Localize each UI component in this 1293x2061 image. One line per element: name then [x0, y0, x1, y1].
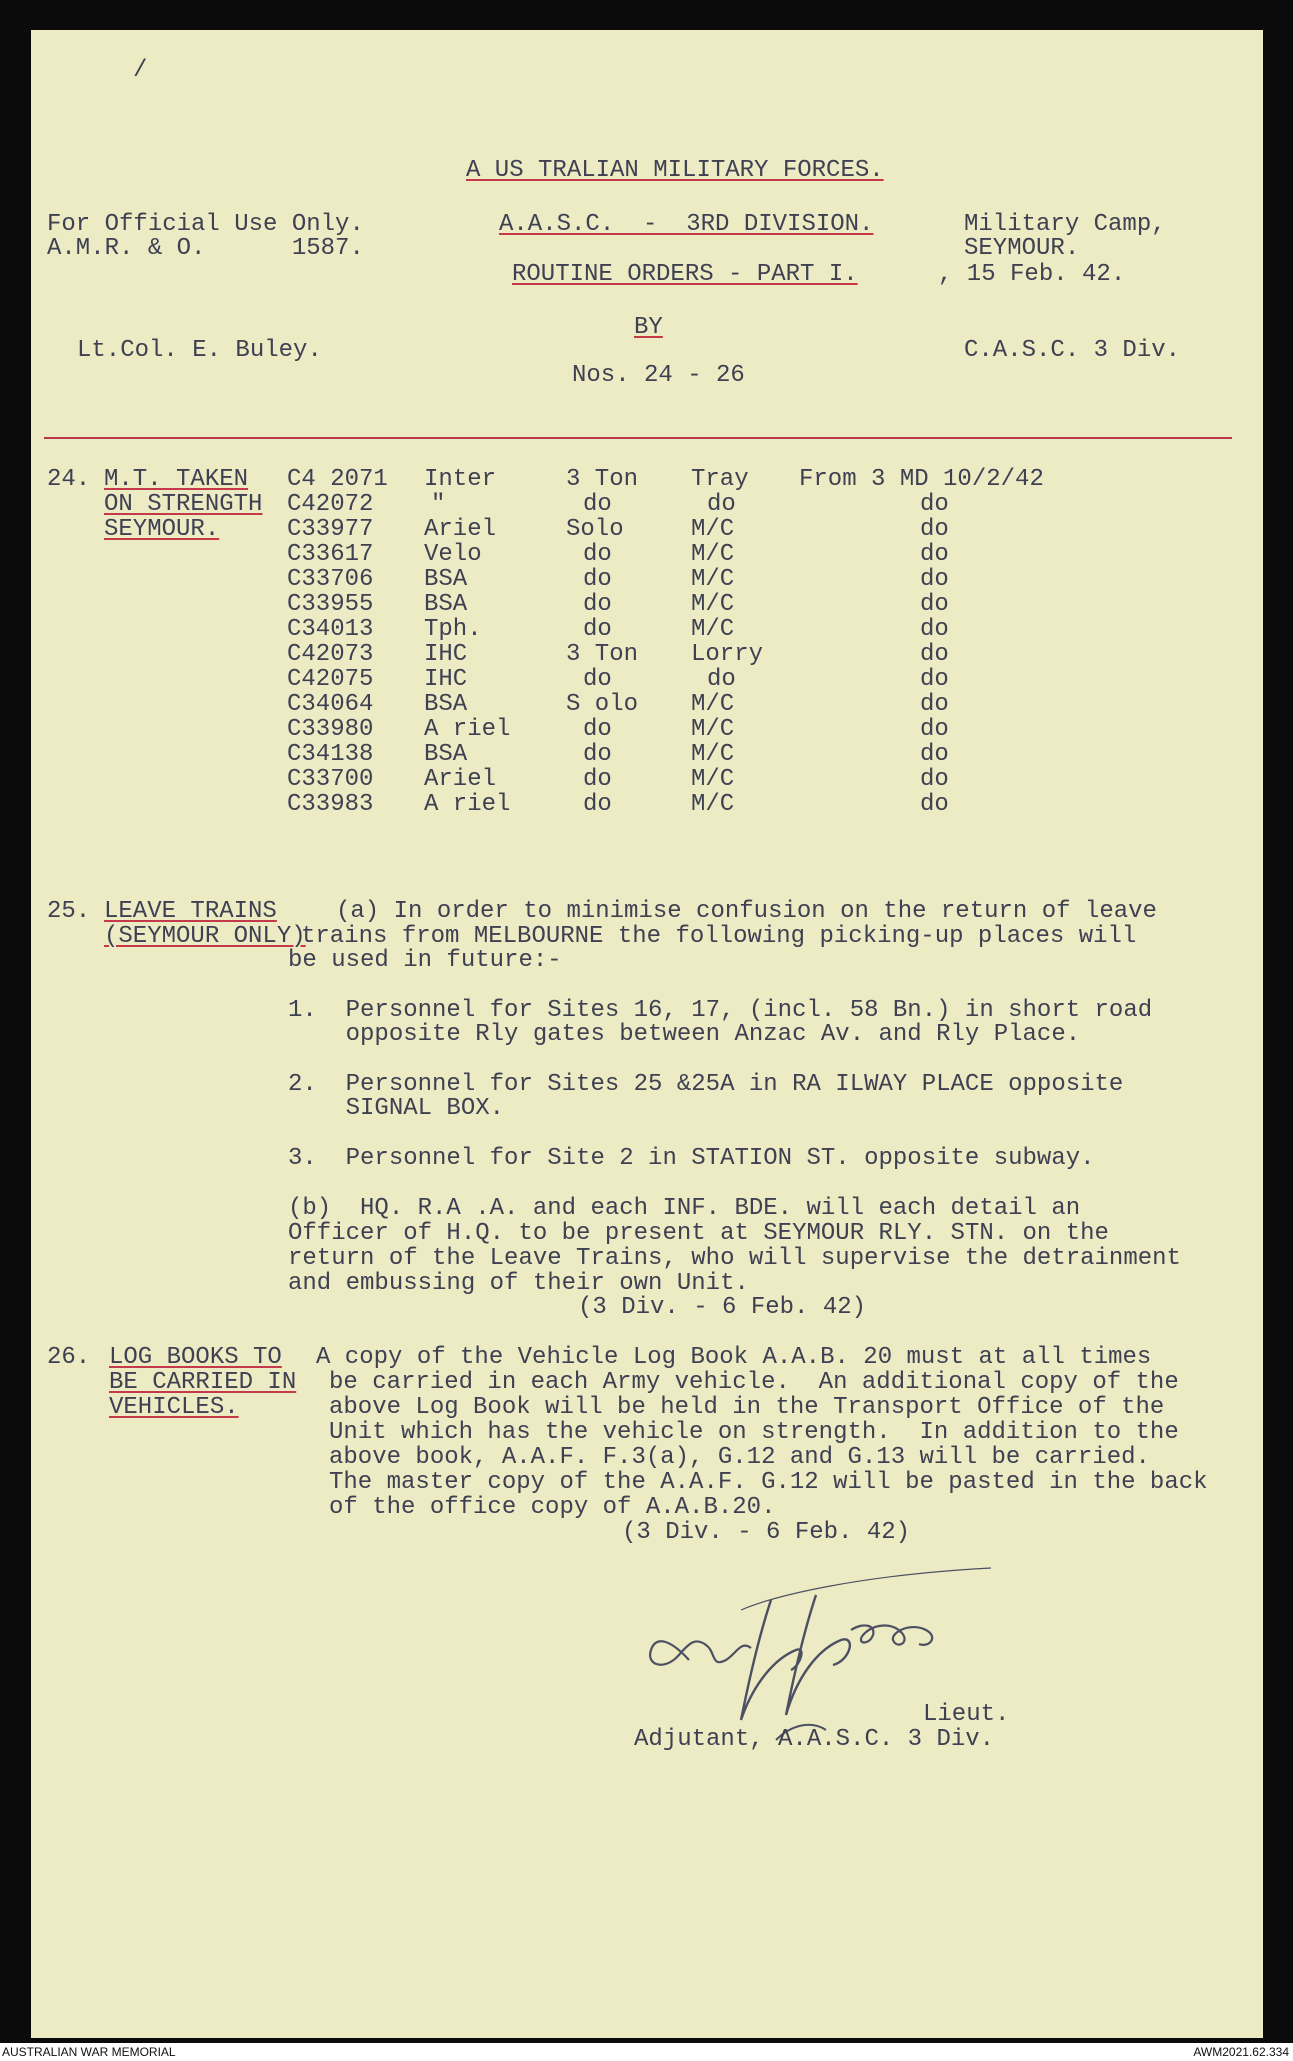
vehicle-source: do: [920, 491, 949, 518]
order-24-number: 24.: [47, 466, 91, 493]
vehicle-type: Solo: [566, 516, 624, 543]
vehicle-body: M/C: [691, 541, 735, 568]
vehicle-registration: C34064: [287, 691, 374, 718]
vehicle-registration: C33955: [287, 591, 374, 618]
order-26-reference: (3 Div. - 6 Feb. 42): [622, 1519, 911, 1546]
order-25-item-2: 2. Personnel for Sites 25 &25A in RA ILWAY PLACE opposite: [288, 1071, 1124, 1098]
vehicle-type: do: [583, 541, 612, 568]
order-26-heading-line: LOG BOOKS TO: [109, 1344, 282, 1371]
vehicle-source: From 3 MD 10/2/42: [799, 466, 1044, 493]
vehicle-registration: C33700: [287, 766, 374, 793]
vehicle-registration: C34013: [287, 616, 374, 643]
vehicle-make: ": [431, 491, 446, 518]
date-label: , 15 Feb. 42.: [938, 261, 1126, 288]
vehicle-registration: C42075: [287, 666, 374, 693]
vehicle-body: M/C: [691, 516, 735, 543]
order-26-text: above book, A.A.F. F.3(a), G.12 and G.13 will be carried.: [329, 1444, 1150, 1471]
vehicle-source: do: [920, 791, 949, 818]
vehicle-body: M/C: [691, 566, 735, 593]
place-label: SEYMOUR.: [964, 235, 1080, 262]
vehicle-type: do: [583, 666, 612, 693]
document-page: [31, 30, 1263, 2038]
order-26-text: A copy of the Vehicle Log Book A.A.B. 20 must at all times: [316, 1344, 1152, 1371]
document-title: A US TRALIAN MILITARY FORCES.: [466, 157, 884, 184]
vehicle-registration: C34138: [287, 741, 374, 768]
order-25-para-a: be used in future:-: [288, 947, 562, 974]
vehicle-registration: C33977: [287, 516, 374, 543]
vehicle-source: do: [920, 766, 949, 793]
vehicle-body: M/C: [691, 616, 735, 643]
vehicle-type: S olo: [566, 691, 639, 718]
vehicle-make: Inter: [424, 466, 497, 493]
vehicle-body: M/C: [691, 591, 735, 618]
order-26-text: be carried in each Army vehicle. An additional copy of the: [329, 1369, 1179, 1396]
vehicle-make: IHC: [424, 666, 468, 693]
order-25-para-b: return of the Leave Trains, who will supervise the detrainment: [288, 1245, 1181, 1272]
vehicle-make: BSA: [424, 691, 468, 718]
vehicle-make: IHC: [424, 641, 468, 668]
corner-mark: /: [133, 57, 148, 84]
order-26-text: Unit which has the vehicle on strength. In addition to the: [329, 1419, 1179, 1446]
order-25-item-2: SIGNAL BOX.: [288, 1095, 505, 1122]
vehicle-type: do: [583, 591, 612, 618]
order-25-heading: (SEYMOUR ONLY): [104, 923, 306, 950]
order-25-item-1: opposite Rly gates between Anzac Av. and Rly Place.: [288, 1021, 1081, 1048]
vehicle-type: 3 Ton: [566, 641, 639, 668]
order-24-heading-line: SEYMOUR.: [104, 516, 220, 543]
vehicle-body: M/C: [691, 766, 735, 793]
vehicle-source: do: [920, 716, 949, 743]
vehicle-source: do: [920, 566, 949, 593]
signature-rank: Lieut.: [923, 1701, 1010, 1728]
order-24-heading-line: ON STRENGTH: [104, 491, 263, 518]
vehicle-make: A riel: [424, 791, 511, 818]
order-25-item-1: 1. Personnel for Sites 16, 17, (incl. 58 Bn.) in short road: [288, 997, 1153, 1024]
order-25-para-b: (b) HQ. R.A .A. and each INF. BDE. will each detail an: [288, 1195, 1081, 1222]
vehicle-registration: C33983: [287, 791, 374, 818]
unit-heading: A.A.S.C. - 3RD DIVISION.: [499, 211, 874, 238]
vehicle-body: do: [707, 491, 736, 518]
by-label: BY: [634, 314, 663, 341]
vehicle-source: do: [920, 691, 949, 718]
vehicle-source: do: [920, 641, 949, 668]
order-26-text: The master copy of the A.A.F. G.12 will be pasted in the back: [329, 1469, 1208, 1496]
vehicle-type: do: [583, 616, 612, 643]
vehicle-make: BSA: [424, 741, 468, 768]
officer-name: Lt.Col. E. Buley.: [77, 337, 322, 364]
order-25-heading: LEAVE TRAINS: [104, 898, 277, 925]
order-26-text: of the office copy of A.A.B.20.: [329, 1494, 776, 1521]
vehicle-make: BSA: [424, 566, 468, 593]
vehicle-make: Velo: [424, 541, 482, 568]
header-divider: [44, 437, 1232, 439]
signature-role: Adjutant, A.A.S.C. 3 Div.: [634, 1726, 995, 1753]
vehicle-source: do: [920, 616, 949, 643]
vehicle-registration: C33980: [287, 716, 374, 743]
vehicle-registration: C4 2071: [287, 466, 388, 493]
vehicle-body: do: [707, 666, 736, 693]
vehicle-type: do: [583, 766, 612, 793]
order-25-para-a: (a) In order to minimise confusion on the return of leave: [336, 898, 1157, 925]
footer-archive-name: AUSTRALIAN WAR MEMORIAL: [2, 2045, 176, 2059]
vehicle-type: do: [583, 716, 612, 743]
order-25-item-3: 3. Personnel for Site 2 in STATION ST. opposite subway.: [288, 1145, 1095, 1172]
vehicle-make: Ariel: [424, 516, 497, 543]
orders-heading: ROUTINE ORDERS - PART I.: [512, 261, 858, 288]
vehicle-type: do: [583, 791, 612, 818]
vehicle-source: do: [920, 541, 949, 568]
footer-accession-number: AWM2021.62.334: [1193, 2045, 1289, 2059]
order-26-number: 26.: [47, 1344, 91, 1371]
order-26-text: above Log Book will be held in the Transport Office of the: [329, 1394, 1165, 1421]
order-25-para-a: trains from MELBOURNE the following picking-up places will: [301, 923, 1137, 950]
order-25-number: 25.: [47, 898, 91, 925]
vehicle-body: Lorry: [691, 641, 764, 668]
vehicle-type: do: [583, 491, 612, 518]
vehicle-registration: C33706: [287, 566, 374, 593]
vehicle-make: Tph.: [424, 616, 482, 643]
vehicle-source: do: [920, 741, 949, 768]
vehicle-body: M/C: [691, 691, 735, 718]
vehicle-source: do: [920, 516, 949, 543]
vehicle-source: do: [920, 666, 949, 693]
order-26-heading-line: VEHICLES.: [109, 1394, 239, 1421]
order-numbers: Nos. 24 - 26: [572, 362, 745, 389]
order-26-heading-line: BE CARRIED IN: [109, 1369, 297, 1396]
vehicle-make: Ariel: [424, 766, 497, 793]
order-25-reference: (3 Div. - 6 Feb. 42): [578, 1294, 867, 1321]
amr-reference: A.M.R. & O. 1587.: [47, 235, 364, 262]
officer-role: C.A.S.C. 3 Div.: [964, 337, 1181, 364]
order-24-heading-line: M.T. TAKEN: [104, 466, 249, 493]
vehicle-body: M/C: [691, 716, 735, 743]
vehicle-body: M/C: [691, 741, 735, 768]
order-25-para-b: Officer of H.Q. to be present at SEYMOUR RLY. STN. on the: [288, 1220, 1109, 1247]
vehicle-type: do: [583, 741, 612, 768]
vehicle-body: Tray: [691, 466, 749, 493]
vehicle-registration: C42072: [287, 491, 374, 518]
vehicle-registration: C33617: [287, 541, 374, 568]
vehicle-make: BSA: [424, 591, 468, 618]
order-25-para-b: and embussing of their own Unit.: [288, 1270, 749, 1297]
vehicle-make: A riel: [424, 716, 511, 743]
vehicle-body: M/C: [691, 791, 735, 818]
vehicle-type: 3 Ton: [566, 466, 639, 493]
vehicle-source: do: [920, 591, 949, 618]
vehicle-type: do: [583, 566, 612, 593]
official-use-label: For Official Use Only.: [47, 211, 364, 238]
vehicle-registration: C42073: [287, 641, 374, 668]
camp-label: Military Camp,: [964, 211, 1166, 238]
